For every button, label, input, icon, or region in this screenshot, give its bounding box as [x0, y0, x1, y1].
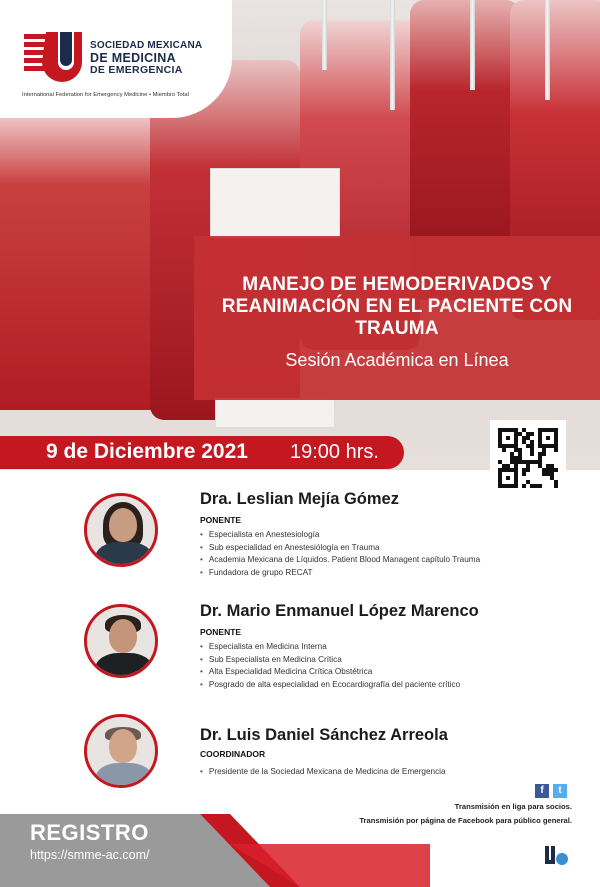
iv-tube — [470, 0, 475, 90]
iv-tube — [390, 0, 395, 110]
qr-code[interactable] — [490, 420, 566, 496]
speaker-name: Dr. Mario Enmanuel López Marenco — [200, 602, 479, 620]
speaker-role: PONENTE — [200, 627, 242, 637]
credential-item: • Academia Mexicana de Líquidos. Patient Blood Managent capítulo Trauma — [200, 554, 480, 567]
avatar — [84, 493, 158, 567]
qr-code-icon — [498, 428, 558, 488]
org-name-line2: DE MEDICINA — [90, 51, 176, 65]
credential-item: • Presidente de la Sociedad Mexicana de Medicina de Emergencia — [200, 766, 446, 779]
credential-item: • Alta Especialidad Medicina Crítica Obstétrica — [200, 666, 460, 679]
event-title: MANEJO DE HEMODERIVADOS Y REANIMACIÓN EN EL PACIENTE CON TRAUMA — [221, 274, 573, 339]
speaker-role: COORDINADOR — [200, 749, 266, 759]
bag-label — [210, 168, 340, 238]
date-bar — [0, 436, 404, 469]
credential-item: • Sub Especialista en Medicina Crítica — [200, 654, 460, 667]
social-icons — [535, 784, 569, 798]
transmission-note-members: Transmisión en liga para socios. — [454, 802, 572, 811]
credential-item: • Posgrado de alta especialidad en Ecocardiografía del paciente crítico — [200, 679, 460, 692]
speaker-credentials — [200, 766, 446, 779]
speaker-name: Dra. Leslian Mejía Gómez — [200, 490, 399, 508]
speaker-credentials — [200, 529, 480, 579]
event-title-block — [194, 236, 600, 400]
transmission-note-public: Transmisión por página de Facebook para público general. — [359, 816, 572, 825]
event-subtitle: Sesión Académica en Línea — [285, 350, 509, 370]
org-name-line1: SOCIEDAD MEXICANA — [90, 40, 203, 51]
speaker-credentials — [200, 641, 460, 691]
event-time: 19:00 hrs. — [290, 441, 379, 463]
credential-item: • Sub especialidad en Anestesiólogía en Trauma — [200, 542, 480, 555]
credential-item: • Especialista en Anestesiología — [200, 529, 480, 542]
avatar — [84, 604, 158, 678]
facebook-icon[interactable]: f — [535, 784, 549, 798]
smme-shield-logo — [24, 32, 82, 82]
iv-tube — [322, 0, 327, 70]
bag-label — [215, 398, 335, 428]
logo-panel — [0, 0, 232, 118]
credential-item: • Fundadora de grupo RECAT — [200, 567, 480, 580]
registration-link[interactable]: https://smme-ac.com/ — [30, 848, 150, 862]
credential-item: • Especialista en Medicina Interna — [200, 641, 460, 654]
avatar — [84, 714, 158, 788]
organization-name — [90, 40, 202, 76]
registration-label: REGISTRO — [30, 820, 149, 845]
smme-mini-logo — [543, 844, 569, 868]
org-name-line3: DE EMERGENCIA — [90, 64, 183, 76]
speaker-role: PONENTE — [200, 515, 242, 525]
speaker-name: Dr. Luis Daniel Sánchez Arreola — [200, 726, 448, 744]
twitter-icon[interactable]: t — [553, 784, 567, 798]
iv-tube — [545, 0, 550, 100]
event-date: 9 de Diciembre 2021 — [46, 440, 248, 463]
org-affiliation: International Federation for Emergency Medicine • Miembro Total — [22, 92, 189, 98]
